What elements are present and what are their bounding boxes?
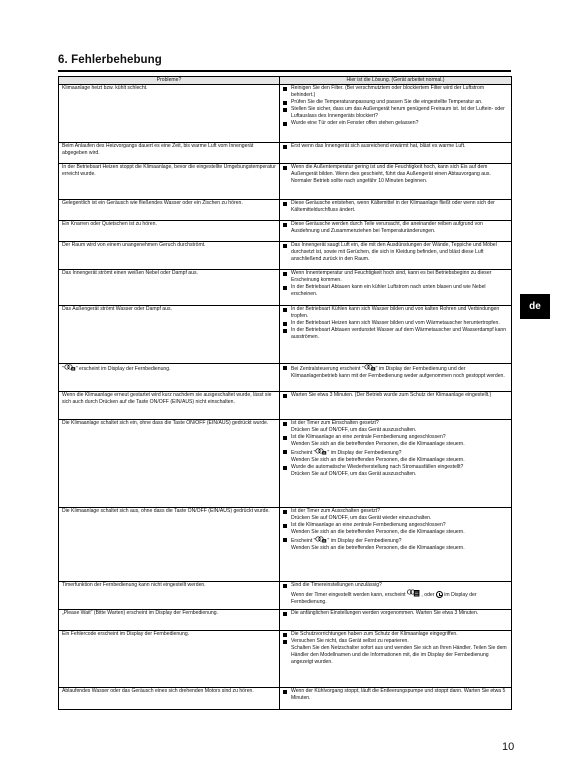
solution-item: Wenn Innentemperatur und Feuchtigkeit hoch sind, kann es bei Betriebsbeginn zu dieser Erscheinung kommen.: [283, 270, 509, 284]
solution-item: Wenn der Kühlvorgang stoppt, läuft die Entleerungspumpe und stoppt dann. Warten Sie etwa 5 Minuten.: [283, 688, 509, 702]
timer-display-icon: [407, 589, 420, 597]
solution-cell: [280, 200, 512, 221]
solution-item: Diese Geräusche werden durch Teile verursacht, die aneinander reiben aufgrund von Ausdehnung und Zusammenziehen bei Temperaturänderungen.: [283, 221, 509, 235]
problem-cell: Wenn die Klimaanlage erneut gestartet wird kurz nachdem sie ausgeschaltet wurde, lässt sie sich auch durch Drücken auf die Taste ON/OFF (EIN/AUS) nicht einschalten.: [59, 392, 280, 420]
solution-cell: [280, 85, 512, 143]
solution-item: In der Betriebsart Heizen kann sich Wasser bilden und vom Wärmetauscher heruntertropfen.: [283, 320, 509, 327]
answer-text: Wenden Sie sich an die betreffenden Personen, die die Klimaanlage steuern.: [291, 441, 465, 448]
answer-text: Drücken Sie auf ON/OFF, um das Gerät auszuschalten.: [291, 471, 417, 478]
table-row: [59, 364, 512, 392]
problem-cell: Ablaufendes Wasser oder das Geräusch eines sich drehenden Motors sind zu hören.: [59, 688, 280, 710]
solution-item: [283, 364, 509, 380]
problem-cell: Das Innengerät strömt einen weißen Nebel oder Dampf aus.: [59, 270, 280, 306]
problem-header: Probleme?: [59, 77, 280, 85]
solution-item: In der Betriebsart Abtauen verdunstet Wasser auf dem Wärmetauscher und Wasserdampf kann ausströmen.: [283, 327, 509, 341]
question-text: Versuchen Sie nicht, das Gerät selbst zu reparieren.: [291, 638, 409, 645]
solution-cell: [280, 364, 512, 392]
central-control-icon: [315, 536, 327, 543]
solution-item: Reinigen Sie den Filter. (Bei verschmutztem oder blockiertem Filter wird der Luftstrom behindert.): [283, 85, 509, 99]
title-rule: [58, 70, 511, 72]
solution-item: Wenn die Außentemperatur gering ist und die Feuchtigkeit hoch, kann sich Eis auf dem Außengerät bilden. Wenn dies geschieht, führt das Außengerät einen Abtauvorgang aus. Normaler Betrieb sollte nach ungefähr 10 Minuten beginnen.: [283, 164, 509, 185]
solution-item: [283, 464, 509, 478]
troubleshooting-table: [58, 76, 512, 710]
answer-text-pre: Wenn der Timer eingestellt werden kann, erscheint: [291, 592, 406, 599]
solution-item: Wurde eine Tür oder ein Fenster offen stehen gelassen?: [283, 120, 509, 127]
question-text: Sind die Timereinstellungen unzulässig?: [291, 582, 382, 588]
solution-item: [283, 522, 509, 536]
solution-item: Diese Geräusche entstehen, wenn Kältemittel in der Klimaanlage fließt oder wenn sich der Kältemitteldurchfluss ändert.: [283, 200, 509, 214]
table-row: [59, 270, 512, 306]
solution-item: Erst wenn das Innengerät sich ausreichend erwärmt hat, bläst es warme Luft.: [283, 143, 509, 150]
question-text: Wurde die automatische Wiederherstellung nach Stromausfällen eingestellt?: [291, 464, 464, 471]
answer-text: Schalten Sie den Netzschalter sofort aus und wenden Sie sich an Ihren Händler. Teilen Sie dem Händler den Modellnamen und die Informationen mit, die im Display der Fernbedienung angezeigt wurden.: [291, 645, 507, 666]
solution-cell: [280, 582, 512, 610]
problem-cell: [59, 364, 280, 392]
question-text-post: " im Display der Fernbedienung?: [327, 538, 402, 545]
table-row: [59, 200, 512, 221]
answer-text: Drücken Sie auf ON/OFF, um das Gerät wieder einzuschalten.: [291, 515, 432, 522]
table-row: [59, 631, 512, 688]
problem-cell: Ein Fehlercode erscheint im Display der Fernbedienung.: [59, 631, 280, 688]
table-row: [59, 221, 512, 242]
table-header-row: [59, 77, 512, 85]
question-text: Ist die Klimaanlage an eine zentrale Fernbedienung angeschlossen?: [291, 434, 446, 441]
clock-icon: [436, 591, 443, 598]
solution-cell: [280, 508, 512, 582]
answer-text-post: im Display der Fernbedienung.: [291, 592, 477, 606]
solution-text-pre: Bei Zentralsteuerung erscheint ": [291, 366, 364, 372]
table-row: [59, 392, 512, 420]
problem-cell: Die Klimaanlage schaltet sich aus, ohne dass die Taste ON/OFF (EIN/AUS) gedrückt wurde.: [59, 508, 280, 582]
table-row: [59, 610, 512, 631]
solution-cell: [280, 221, 512, 242]
table-row: [59, 143, 512, 164]
problem-text-pre: ": [62, 366, 64, 372]
solution-item: In der Betriebsart Abtauen kann ein kühler Luftstrom nach unten blasen und wie Nebel erscheinen.: [283, 284, 509, 298]
answer-text: Drücken Sie auf ON/OFF, um das Gerät auszuschalten.: [291, 427, 417, 434]
problem-cell: Gelegentlich ist ein Geräusch wie fließendes Wasser oder ein Zischen zu hören.: [59, 200, 280, 221]
table-row: [59, 242, 512, 270]
page-number: 10: [502, 741, 515, 753]
answer-text: [291, 589, 509, 606]
solution-item: Stellen Sie sicher, dass um das Außengerät herum genügend Freiraum ist. Ist der Luftein- oder Luftauslass des Innengeräts blockiert?: [283, 106, 509, 120]
question-text-post: " im Display der Fernbedienung?: [327, 450, 402, 457]
question-text: Ist die Klimaanlage an eine zentrale Fernbedienung angeschlossen?: [291, 522, 446, 529]
answer-text: Wenden Sie sich an die betreffenden Personen, die die Klimaanlage steuern.: [291, 545, 465, 552]
solution-item: Die anfänglichen Einstellungen werden vorgenommen. Warten Sie etwa 3 Minuten.: [283, 610, 509, 617]
problem-cell: Beim Anlaufen des Heizvorgangs dauert es eine Zeit, bis warme Luft vom Innengerät abgegeben wird.: [59, 143, 280, 164]
problem-cell: Die Klimaanlage schaltet sich ein, ohne dass die Taste ON/OFF (EIN/AUS) gedrückt wurde.: [59, 420, 280, 508]
problem-cell: „Please Wait" (Bitte Warten) erscheint im Display der Fernbedienung.: [59, 610, 280, 631]
solution-item: [283, 536, 509, 552]
solution-item: [283, 448, 509, 464]
solution-item: Die Schutzvorrichtungen haben zum Schutz der Klimaanlage eingegriffen.: [283, 631, 509, 638]
solution-item: Das Innengerät saugt Luft ein, die mit den Ausdünstungen der Wände, Teppiche und Möbel durchsetzt ist, sowie mit Gerüchen, die sich in Kleidung befinden, und bläst diese Luft anschließend zurück in den Raum.: [283, 242, 509, 263]
question-text: Ist der Timer zum Ausschalten gesetzt?: [291, 508, 380, 514]
answer-text-mid: , oder: [421, 592, 435, 599]
table-row: [59, 306, 512, 364]
question-text-pre: Erscheint ": [291, 450, 316, 457]
solution-cell: [280, 631, 512, 688]
solution-cell: [280, 270, 512, 306]
solution-cell: [280, 164, 512, 200]
table-row: [59, 420, 512, 508]
solution-item: [283, 420, 509, 434]
central-control-icon: [315, 448, 327, 455]
problem-cell: Der Raum wird von einem unangenehmen Geruch durchströmt.: [59, 242, 280, 270]
solution-cell: [280, 420, 512, 508]
problem-cell: Ein Knarren oder Quietschen ist zu hören.: [59, 221, 280, 242]
solution-item: [283, 434, 509, 448]
solution-cell: [280, 688, 512, 710]
answer-text: Wenden Sie sich an die betreffenden Personen, die die Klimaanlage steuern.: [291, 457, 465, 464]
solution-item: [283, 582, 509, 606]
solution-item: Prüfen Sie die Temperaturanpassung und passen Sie die eingestellte Temperatur an.: [283, 99, 509, 106]
problem-text-post: " erscheint im Display der Fernbedienung.: [75, 366, 171, 372]
language-tab: de: [520, 294, 550, 319]
problem-cell: In der Betriebsart Heizen stoppt die Klimaanlage, bevor die eingestellte Umgebungstemperatur erreicht wurde.: [59, 164, 280, 200]
solution-cell: [280, 610, 512, 631]
solution-item: [283, 638, 509, 666]
central-control-icon: [364, 364, 376, 371]
problem-cell: Klimaanlage heizt bzw. kühlt schlecht.: [59, 85, 280, 143]
table-row: [59, 508, 512, 582]
solution-text-post: " im Display der Fernbedienung und der Klimaanlagenbetrieb kann mit der Fernbedienung weder aufgenommen noch gestoppt werden.: [291, 366, 505, 380]
table-row: [59, 164, 512, 200]
solution-cell: [280, 143, 512, 164]
problem-cell: Das Außengerät strömt Wasser oder Dampf aus.: [59, 306, 280, 364]
solution-cell: [280, 392, 512, 420]
table-row: [59, 85, 512, 143]
table-row: [59, 582, 512, 610]
problem-cell: Timerfunktion der Fernbedienung kann nicht eingestellt werden.: [59, 582, 280, 610]
solution-item: Warten Sie etwa 3 Minuten. (Der Betrieb wurde zum Schutz der Klimaanlage eingestellt.): [283, 392, 509, 399]
central-control-icon: [64, 364, 76, 371]
answer-text: Wenden Sie sich an die betreffenden Personen, die die Klimaanlage steuern.: [291, 529, 465, 536]
table-row: [59, 688, 512, 710]
solution-item: In der Betriebsart Kühlen kann sich Wasser bilden und von kalten Rohren und Verbindungen tropfen.: [283, 306, 509, 320]
solution-cell: [280, 306, 512, 364]
solution-cell: [280, 242, 512, 270]
page-title: 6. Fehlerbehebung: [58, 54, 162, 66]
question-text: Ist der Timer zum Einschalten gesetzt?: [291, 420, 379, 426]
solution-item: [283, 508, 509, 522]
question-text-pre: Erscheint ": [291, 538, 316, 545]
solution-header: Hier ist die Lösung. (Gerät arbeitet normal.): [280, 77, 512, 85]
